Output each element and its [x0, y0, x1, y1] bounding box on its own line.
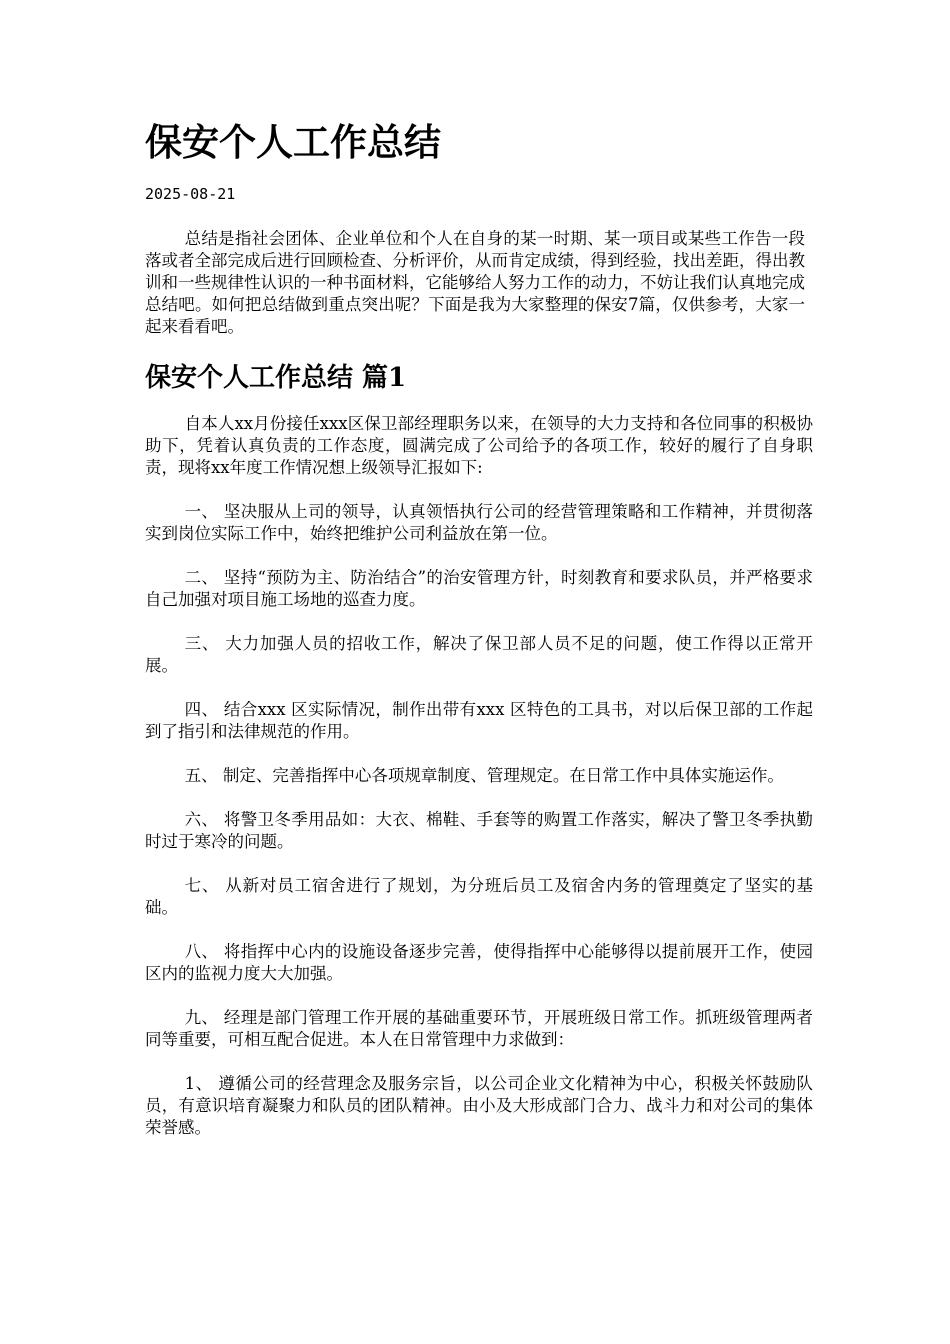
body-paragraph-item-9: 九、 经理是部门管理工作开展的基础重要环节，开展班级日常工作。抓班级管理两者同等重要，可相互配合促进。本人在日常管理中力求做到： — [145, 1008, 813, 1049]
body-paragraph-item-4: 四、 结合xxx 区实际情况，制作出带有xxx 区特色的工具书，对以后保卫部的工作起到了指引和法律规范的作用。 — [145, 700, 813, 741]
body-paragraph-item-2: 二、 坚持“预防为主、防治结合”的治安管理方针，时刻教育和要求队员，并严格要求自己加强对项目施工场地的巡查力度。 — [145, 568, 813, 609]
intro-paragraph: 总结是指社会团体、企业单位和个人在自身的某一时期、某一项目或某些工作告一段落或者全部完成后进行回顾检查、分析评价，从而肯定成绩，得到经验，找出差距，得出教训和一些规律性认识的一种书面材料，它能够给人努力工作的动力，不妨让我们认真地完成总结吧。如何把总结做到重点突出呢？下面是我为大家整理的保安7篇，仅供参考，大家一起来看看吧。 — [145, 229, 805, 336]
body-paragraph-item-6: 六、 将警卫冬季用品如：大衣、棉鞋、手套等的购置工作落实，解决了警卫冬季执勤时过于寒冷的问题。 — [145, 810, 813, 851]
body-paragraph-item-3: 三、 大力加强人员的招收工作，解决了保卫部人员不足的问题，使工作得以正常开展。 — [145, 634, 813, 675]
document-title: 保安个人工作总结 — [145, 120, 441, 164]
section-body — [145, 413, 813, 1161]
document-date: 2025-08-21 — [145, 185, 236, 203]
body-paragraph-intro: 自本人xx月份接任xxx区保卫部经理职务以来，在领导的大力支持和各位同事的积极协助下，凭着认真负责的工作态度，圆满完成了公司给予的各项工作，较好的履行了自身职责，现将xx年度工作情况想上级领导汇报如下: — [145, 414, 813, 477]
body-paragraph-item-1: 一、 坚决服从上司的领导，认真领悟执行公司的经营管理策略和工作精神，并贯彻落实到岗位实际工作中，始终把维护公司利益放在第一位。 — [145, 502, 813, 543]
body-paragraph-subitem-1: 1、 遵循公司的经营理念及服务宗旨，以公司企业文化精神为中心，积极关怀鼓励队员，有意识培育凝聚力和队员的团队精神。由小及大形成部门合力、战斗力和对公司的集体荣誉感。 — [145, 1074, 813, 1137]
section-title: 保安个人工作总结 篇1 — [145, 363, 407, 393]
body-paragraph-item-5: 五、 制定、完善指挥中心各项规章制度、管理规定。在日常工作中具体实施运作。 — [184, 766, 784, 785]
body-paragraph-item-7: 七、 从新对员工宿舍进行了规划，为分班后员工及宿舍内务的管理奠定了坚实的基础。 — [145, 876, 813, 917]
body-paragraph-item-8: 八、 将指挥中心内的设施设备逐步完善，使得指挥中心能够得以提前展开工作，使园区内的监视力度大大加强。 — [145, 942, 813, 983]
